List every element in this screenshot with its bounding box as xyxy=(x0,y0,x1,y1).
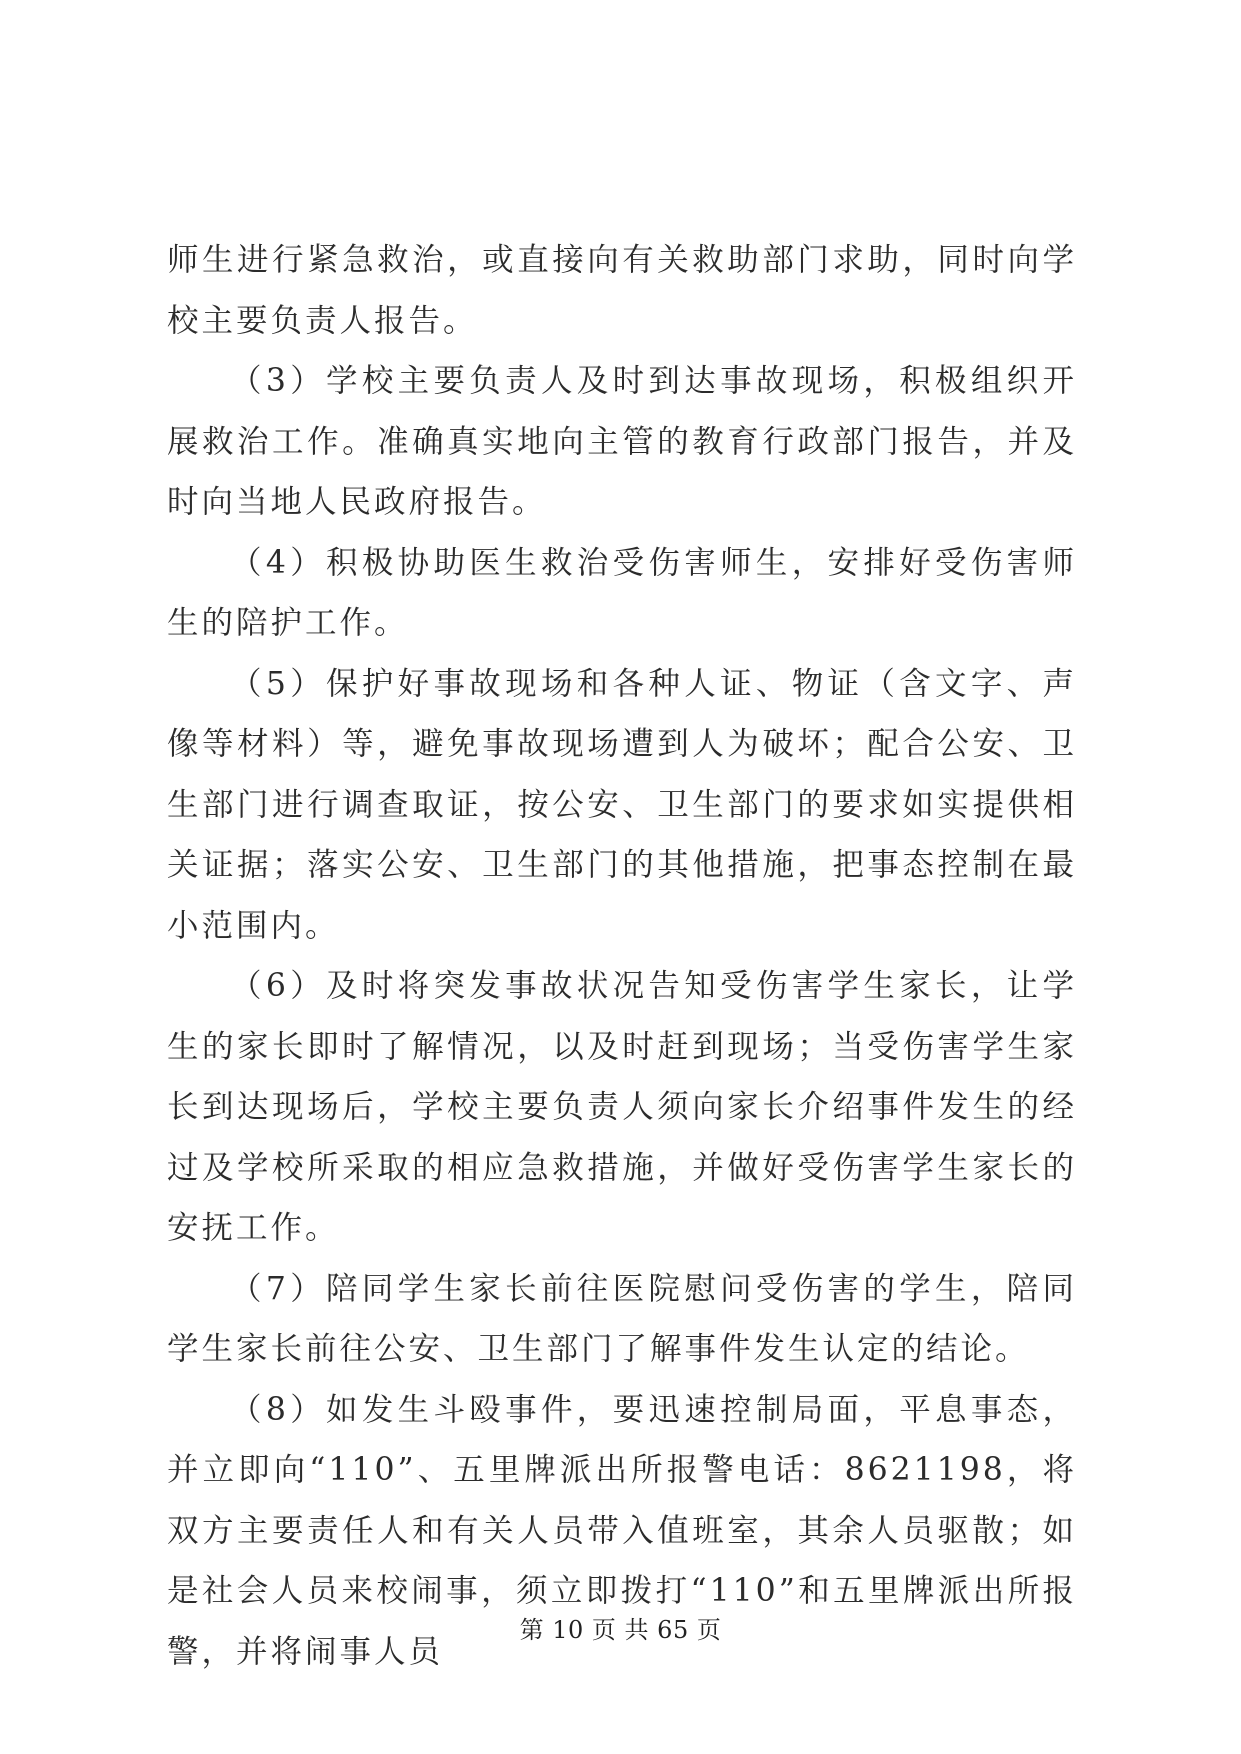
paragraph-item-8: （8）如发生斗殴事件，要迅速控制局面，平息事态，并立即向“110”、五里牌派出所报警电话：8621198，将双方主要责任人和有关人员带入值班室，其余人员驱散；如是社会人员来校闹事，须立即拨打“110”和五里牌派出所报警，并将闹事人员 xyxy=(167,1391,1077,1670)
paragraph-item-7: （7）陪同学生家长前往医院慰问受伤害的学生，陪同学生家长前往公安、卫生部门了解事件发生认定的结论。 xyxy=(167,1270,1077,1367)
document-body xyxy=(167,230,1077,1682)
paragraph-item-6: （6）及时将突发事故状况告知受伤害学生家长，让学生的家长即时了解情况，以及时赶到现场；当受伤害学生家长到达现场后，学校主要负责人须向家长介绍事件发生的经过及学校所采取的相应急救措施，并做好受伤害学生家长的安抚工作。 xyxy=(167,968,1077,1246)
paragraph-continuation: 师生进行紧急救治，或直接向有关救助部门求助，同时向学校主要负责人报告。 xyxy=(167,242,1077,339)
paragraph-item-4: （4）积极协助医生救治受伤害师生，安排好受伤害师生的陪护工作。 xyxy=(167,544,1077,641)
page-number-footer: 第 10 页 共 65 页 xyxy=(519,1616,722,1644)
paragraph-item-3: （3）学校主要负责人及时到达事故现场，积极组织开展救治工作。准确真实地向主管的教育行政部门报告，并及时向当地人民政府报告。 xyxy=(167,363,1077,520)
paragraph-item-5: （5）保护好事故现场和各种人证、物证（含文字、声像等材料）等，避免事故现场遭到人为破坏；配合公安、卫生部门进行调查取证，按公安、卫生部门的要求如实提供相关证据；落实公安、卫生部门的其他措施，把事态控制在最小范围内。 xyxy=(167,665,1077,944)
